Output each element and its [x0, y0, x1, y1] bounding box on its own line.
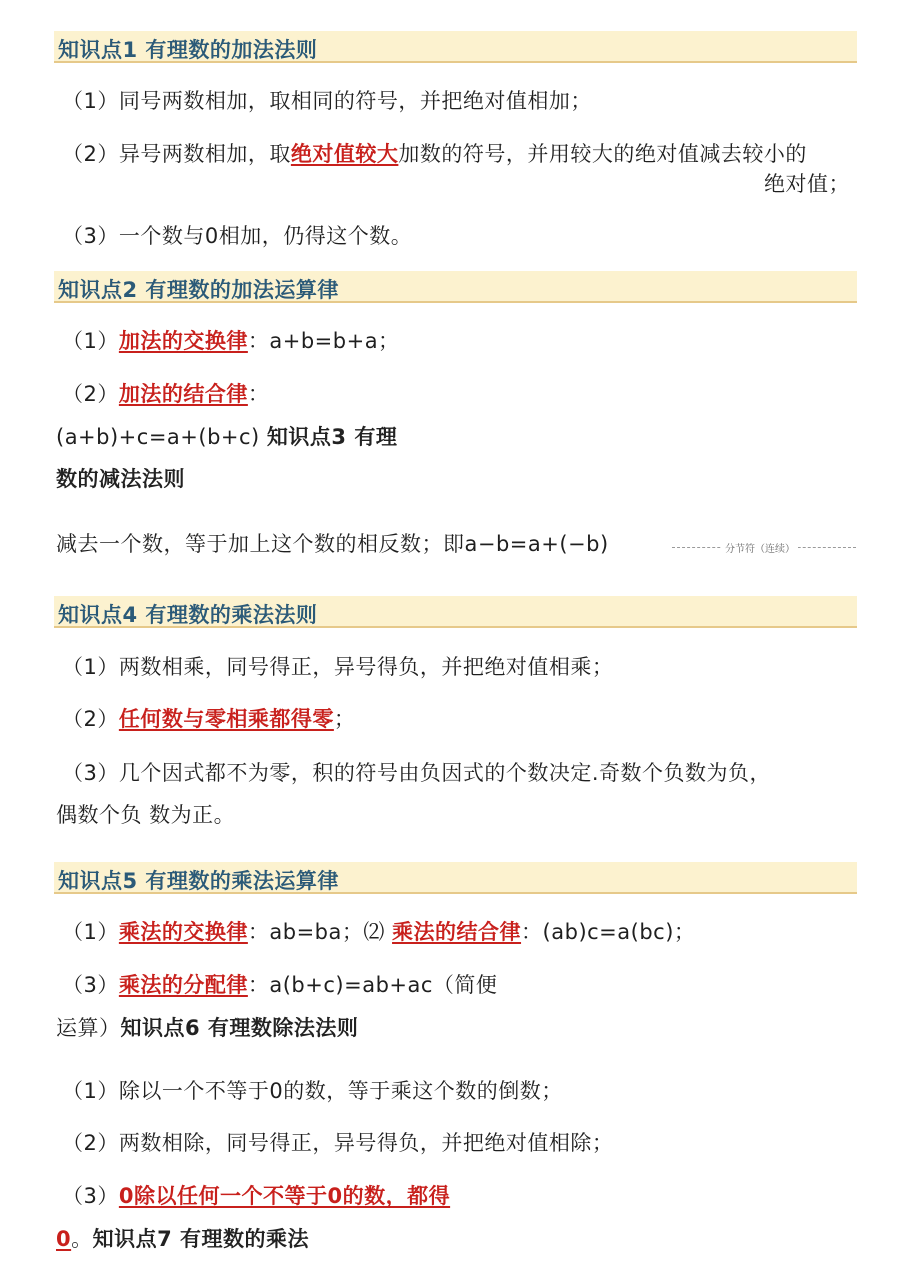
- inline-heading: 知识点3 有理: [266, 425, 398, 449]
- rule-line: （2）加法的结合律：: [62, 382, 270, 406]
- section-title: 知识点4 有理数的乘法法则: [58, 603, 318, 627]
- rule-line: （2）异号两数相加，取绝对值较大加数的符号，并用较大的绝对值减去较小的: [62, 142, 807, 166]
- rule-line-continued: 运算）知识点6 有理数除法法则: [56, 1016, 359, 1040]
- rule-line: （1）除以一个不等于0的数，等于乘这个数的倒数；: [62, 1079, 563, 1103]
- section-header-4: [54, 596, 857, 628]
- rule-line: 减去一个数，等于加上这个数的相反数；即a−b=a+(−b): [56, 532, 609, 556]
- section-break-label: 分节符（连续）: [722, 540, 798, 555]
- section-title: 知识点2 有理数的加法运算律: [58, 278, 339, 302]
- rule-line: （1）加法的交换律：a+b=b+a；: [62, 329, 400, 353]
- section-title: 知识点1 有理数的加法法则: [58, 38, 318, 62]
- key-term: 乘法的交换律: [118, 920, 248, 944]
- key-term: 0: [56, 1227, 72, 1251]
- rule-line: （1）乘法的交换律：ab=ba；⑵ 乘法的结合律：(ab)c=a(bc)；: [62, 920, 696, 944]
- rule-line: （3）几个因式都不为零，积的符号由负因式的个数决定.奇数个负数为负，: [62, 761, 772, 785]
- inline-heading: 知识点6 有理数除法法则: [120, 1016, 359, 1040]
- rule-line-continued: 绝对值；: [764, 172, 850, 196]
- rule-line-continued: 偶数个负 数为正。: [56, 803, 236, 827]
- section-header-2: [54, 271, 857, 303]
- key-term: 任何数与零相乘都得零: [118, 707, 334, 731]
- rule-line: （1）同号两数相加，取相同的符号，并把绝对值相加；: [62, 89, 592, 113]
- formula-line: (a+b)+c=a+(b+c) 知识点3 有理: [56, 425, 398, 449]
- key-term: 加法的交换律: [118, 329, 248, 353]
- inline-heading-continued: 数的减法法则: [56, 467, 185, 491]
- section-header-1: [54, 31, 857, 63]
- section-break-marker: [672, 543, 856, 553]
- rule-line-continued: 0。知识点7 有理数的乘法: [56, 1227, 310, 1251]
- key-term: 加法的结合律: [118, 382, 248, 406]
- section-header-5: [54, 862, 857, 894]
- rule-line: （3）0除以任何一个不等于0的数，都得: [62, 1184, 451, 1208]
- key-term: 绝对值较大: [290, 142, 399, 166]
- section-title: 知识点5 有理数的乘法运算律: [58, 869, 339, 893]
- inline-heading: 知识点7 有理数的乘法: [92, 1227, 310, 1251]
- key-term: 乘法的结合律: [392, 920, 522, 944]
- rule-line: （3）乘法的分配律：a(b+c)=ab+ac（简便: [62, 973, 498, 997]
- key-term: 乘法的分配律: [118, 973, 248, 997]
- rule-line: （2）任何数与零相乘都得零；: [62, 707, 356, 731]
- key-term: 0除以任何一个不等于0的数，都得: [118, 1184, 451, 1208]
- rule-line: （2）两数相除，同号得正，异号得负，并把绝对值相除；: [62, 1131, 614, 1155]
- rule-line: （1）两数相乘，同号得正，异号得负，并把绝对值相乘；: [62, 655, 614, 679]
- rule-line: （3）一个数与0相加，仍得这个数。: [62, 224, 413, 248]
